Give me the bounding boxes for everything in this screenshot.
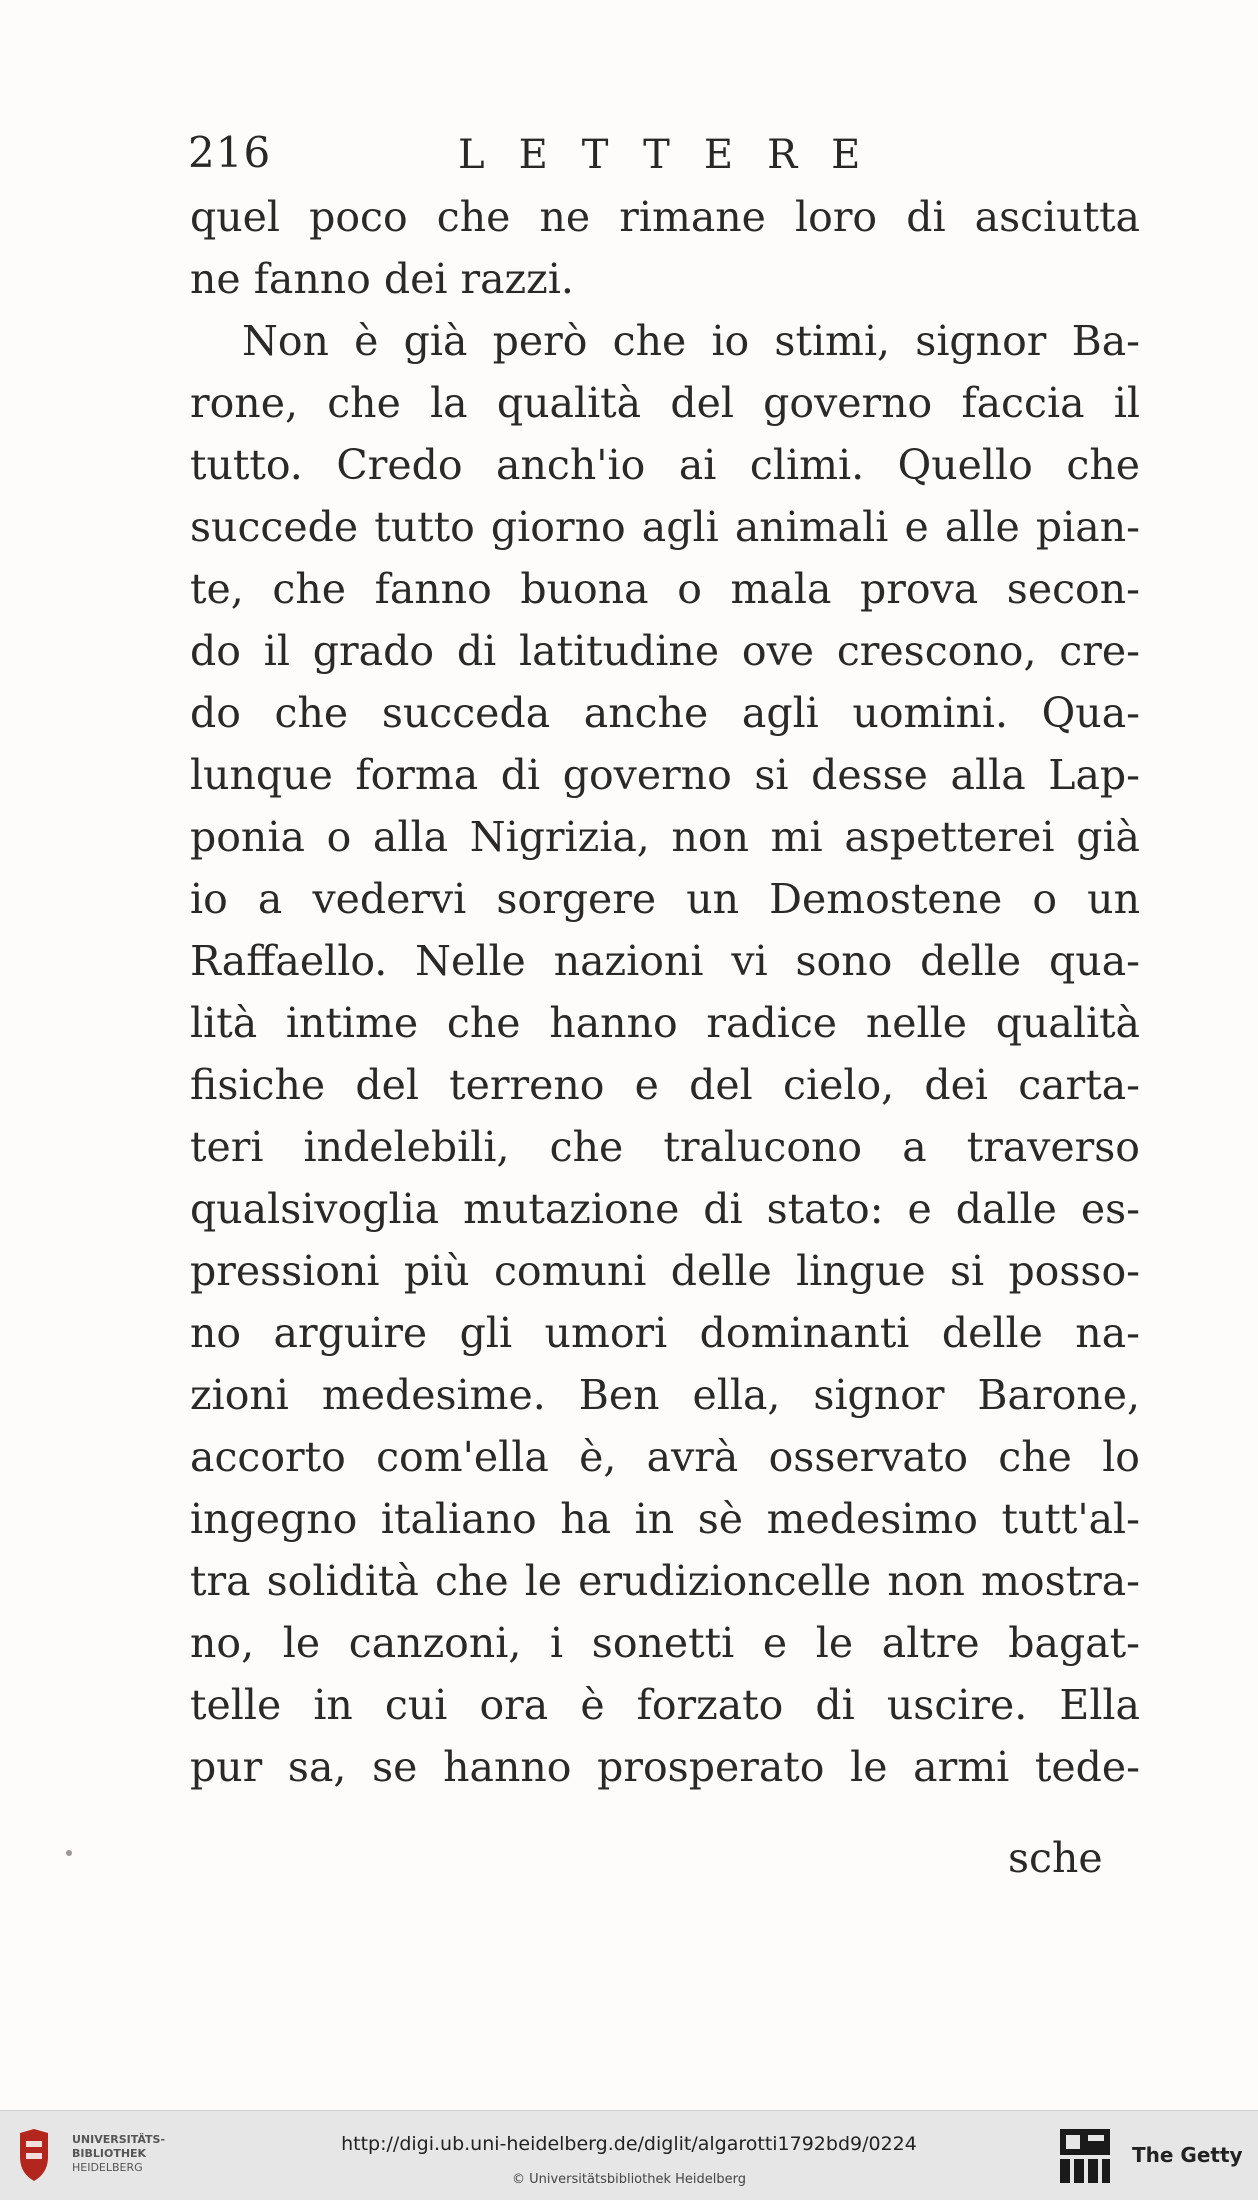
text-line: teri indelebili, che tralucono a traverso [190,1123,1140,1171]
catchword: sche [1008,1834,1103,1882]
permalink[interactable]: http://digi.ub.uni-heidelberg.de/diglit/algarotti1792bd9/0224 [341,2133,917,2155]
text-line: quel poco che ne rimane loro di asciutta [190,193,1140,241]
text-line: lunque forma di governo si desse alla Lap- [190,751,1140,799]
text-line: te, che fanno buona o mala prova secon- [190,565,1140,613]
running-head [188,128,1148,188]
text-line: no arguire gli umori dominanti delle na- [190,1309,1140,1357]
text-line: ne fanno dei razzi. [190,255,574,303]
library-name-line: UNIVERSITÄTS- [72,2133,166,2146]
text-line: ingegno italiano ha in sè medesimo tutt'al- [190,1495,1140,1543]
text-line: pressioni più comuni delle lingue si posso- [190,1247,1140,1295]
text-line: ponia o alla Nigrizia, non mi aspetterei già [190,813,1140,861]
page-number: 216 [188,128,272,177]
text-line: succede tutto giorno agli animali e alle pian- [190,503,1140,551]
text-line: Raffaello. Nelle nazioni vi sono delle qua- [190,937,1140,985]
text-line: fisiche del terreno e del cielo, dei carta- [190,1061,1140,1109]
library-name-line: HEIDELBERG [72,2161,143,2174]
getty-label[interactable]: The Getty [1132,2143,1243,2167]
text-line: tutto. Credo anch'io ai climi. Quello che [190,441,1140,489]
text-line: zioni medesime. Ben ella, signor Barone, [190,1371,1140,1419]
text-line: rone, che la qualità del governo faccia il [190,379,1140,427]
text-line: tra solidità che le erudizioncelle non mostra- [190,1557,1140,1605]
text-line: no, le canzoni, i sonetti e le altre bagat- [190,1619,1140,1667]
body-text [190,186,1140,1798]
text-line: lità intime che hanno radice nelle qualità [190,999,1140,1047]
viewer-footer [0,2110,1258,2200]
getty-emblem-icon [1058,2127,1112,2185]
text-line: accorto com'ella è, avrà osservato che lo [190,1433,1140,1481]
text-line: qualsivoglia mutazione di stato: e dalle es- [190,1185,1140,1233]
text-line: Non è già però che io stimi, signor Ba- [242,317,1140,365]
text-line: telle in cui ora è forzato di uscire. Ella [190,1681,1140,1729]
library-name-line: BIBLIOTHEK [72,2147,147,2160]
getty-logo[interactable] [1058,2127,1112,2185]
text-line: io a vedervi sorgere un Demostene o un [190,875,1140,923]
copyright-notice: © Universitätsbibliothek Heidelberg [511,2172,746,2187]
text-line: pur sa, se hanno prosperato le armi tede- [190,1743,1140,1791]
running-title: LETTERE [458,132,895,178]
text-line: do che succeda anche agli uomini. Qua- [190,689,1140,737]
text-line: do il grado di latitudine ove crescono, cre- [190,627,1140,675]
paper-speck [66,1850,72,1856]
